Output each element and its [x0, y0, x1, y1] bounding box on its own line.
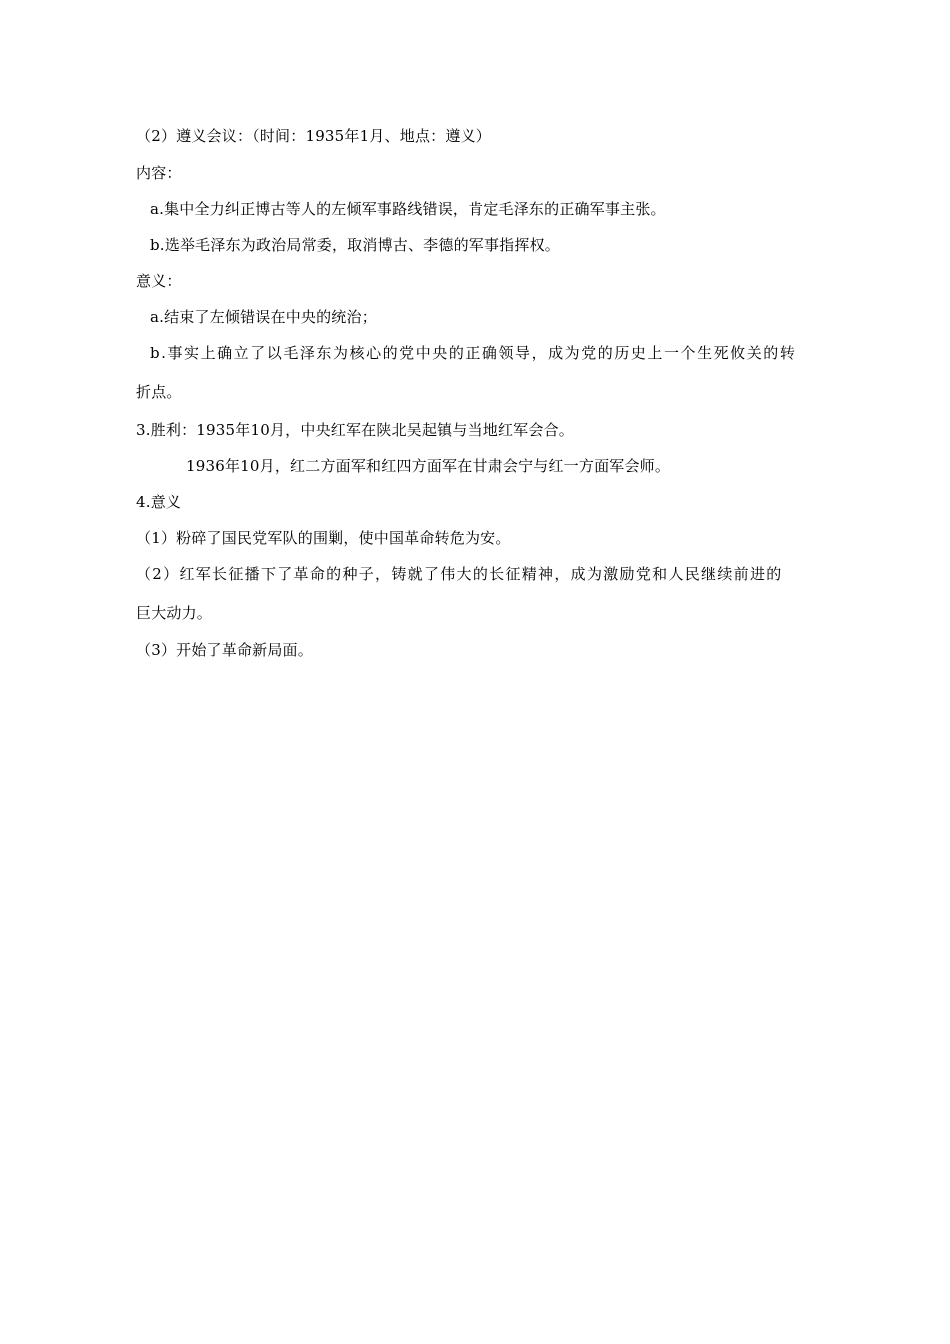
content-label: 内容： — [136, 164, 182, 182]
zunyi-meeting-heading: （2）遵义会议：（时间：1935年1月、地点：遵义） — [136, 127, 491, 145]
meaning-item-2: （2）红军长征播下了革命的种子，铸就了伟大的长征精神，成为激励党和人民继续前进的 — [136, 565, 783, 583]
significance-label: 意义： — [136, 272, 182, 290]
significance-item-a: a.结束了左倾错误在中央的统治； — [150, 308, 377, 326]
meaning-item-1: （1）粉碎了国民党军队的围剿，使中国革命转危为安。 — [136, 529, 511, 547]
significance-item-b-continued: 折点。 — [136, 383, 182, 401]
meaning-item-2-continued: 巨大动力。 — [136, 604, 213, 622]
section-4-heading: 4.意义 — [136, 493, 182, 511]
victory-paragraph: 3.胜利：1935年10月，中央红军在陕北吴起镇与当地红军会合。 — [136, 421, 574, 439]
content-item-a: a.集中全力纠正博古等人的左倾军事路线错误，肯定毛泽东的正确军事主张。 — [150, 200, 666, 218]
meaning-item-3: （3）开始了革命新局面。 — [136, 641, 313, 659]
significance-item-b: b.事实上确立了以毛泽东为核心的党中央的正确领导，成为党的历史上一个生死攸关的转 — [150, 344, 797, 362]
victory-paragraph-continued: 1936年10月，红二方面军和红四方面军在甘肃会宁与红一方面军会师。 — [186, 457, 671, 475]
content-item-b: b.选举毛泽东为政治局常委，取消博古、李德的军事指挥权。 — [150, 236, 560, 254]
